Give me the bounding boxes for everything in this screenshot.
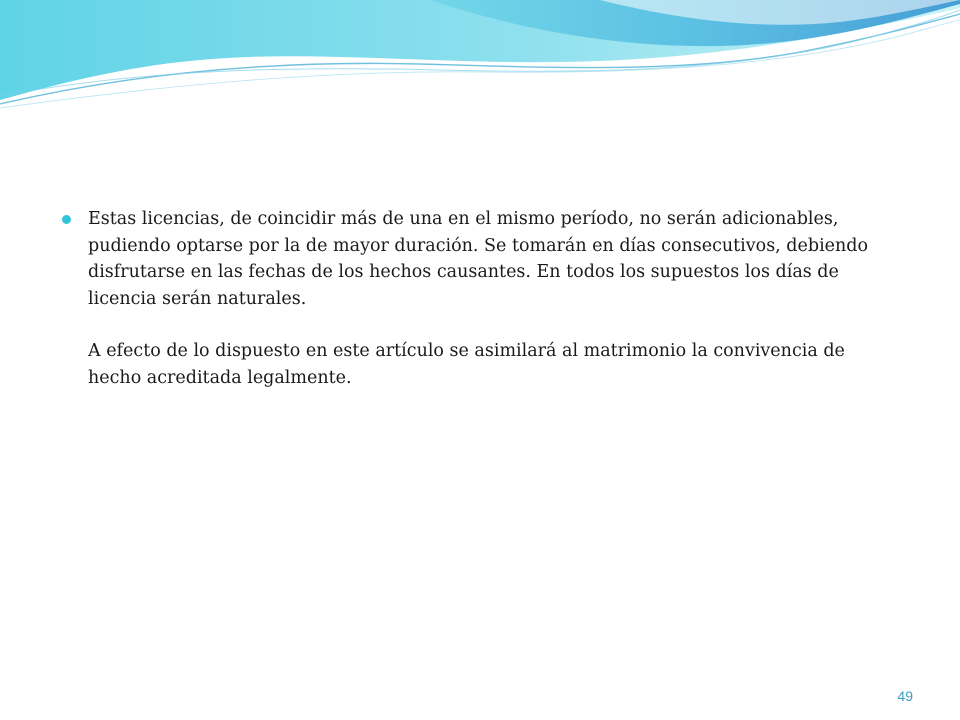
header-wave-decoration (0, 0, 960, 120)
page-number: 49 (897, 688, 913, 704)
bullet-item (62, 206, 882, 391)
bullet-dot-icon (62, 215, 71, 224)
paragraph-licencias: Estas licencias, de coincidir más de una en el mismo período, no serán adicionables, pudiendo optarse por la de mayor duración. Se tomarán en días consecutivos, debiendo disfrutarse en las fechas de los hechos causantes. En todos los supuestos los días de licencia serán naturales. (88, 209, 869, 309)
slide-content (62, 206, 882, 391)
paragraph-matrimonio: A efecto de lo dispuesto en este artículo se asimilará al matrimonio la convivencia de hecho acreditada legalmente. (88, 341, 845, 388)
